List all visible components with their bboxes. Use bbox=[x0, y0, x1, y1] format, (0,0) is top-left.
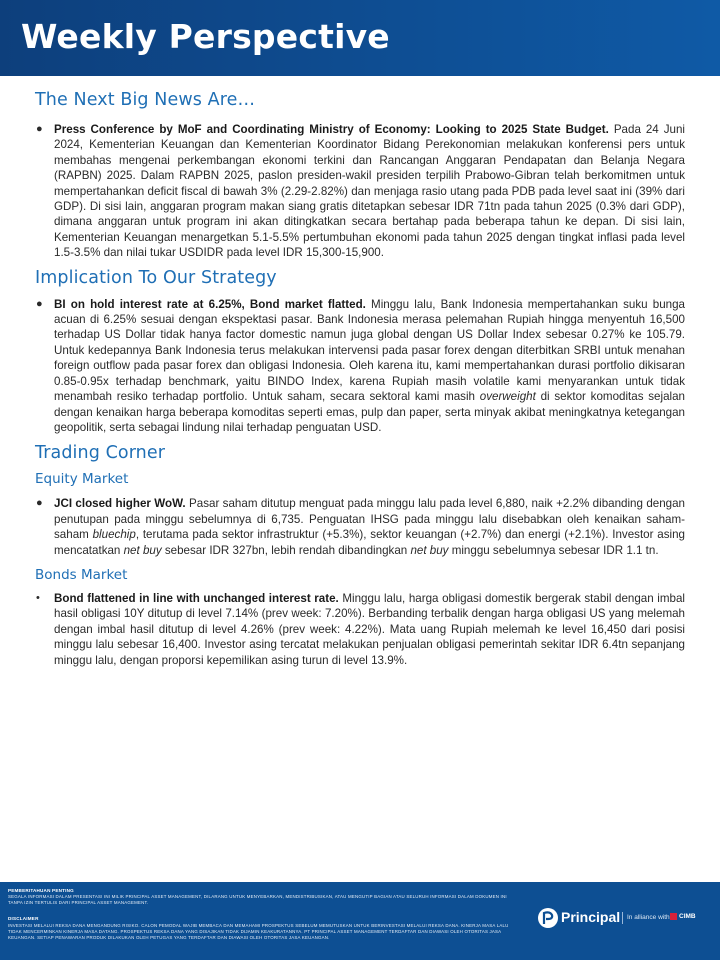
page-header bbox=[0, 0, 720, 76]
brand-name: Principal bbox=[561, 909, 621, 925]
news-bullet-item bbox=[35, 122, 685, 261]
bullet-text: Pasar saham ditutup menguat pada minggu lalu pada level 6,880, naik +2.2% dibanding dengan penutupan pada minggu sebelumnya di 6,735. Penguatan IHSG pada minggu lalu disebabkan oleh kenaikan saham-saham bbox=[54, 497, 686, 542]
subheading-equity-market: Equity Market bbox=[35, 471, 129, 488]
footer-notice-text: SEGALA INFORMASI DALAM PRESENTASI INI MILIK PRINCIPAL ASSET MANAGEMENT, DILARANG UNTUK MENYEBARKAN, MENDISTRIBUSIKAN, ATAU MENGUTIP BAGIAN ATAU SELURUH INFORMASI DALAM DOKUMEN INI TANPA IZIN TERTULIS DARI PRINCIPAL ASSET MANAGEMENT. bbox=[8, 894, 507, 905]
page-title: Weekly Perspective bbox=[21, 17, 390, 56]
bonds-bullet-item bbox=[35, 591, 685, 668]
principal-logo-icon bbox=[537, 907, 559, 929]
section-heading-trading-corner: Trading Corner bbox=[35, 443, 166, 464]
footer-disclaimer-label: DISCLAIMER bbox=[8, 916, 39, 921]
implication-bullet-item bbox=[35, 297, 685, 436]
main-content bbox=[35, 88, 685, 668]
bullet-lead: BI on hold interest rate at 6.25%, Bond market flatted. bbox=[54, 297, 366, 311]
equity-bullet-item bbox=[35, 496, 685, 558]
bullet-text: minggu sebelumnya sebesar IDR 1.1 tn. bbox=[448, 543, 659, 557]
partner-name: CIMB bbox=[679, 913, 696, 920]
bullet-dot-icon: ● bbox=[36, 497, 43, 510]
bullet-text: Pada 24 Juni 2024, Kementerian Keuangan dan Kementerian Koordinator Bidang Perekonomian melakukan konferensi pers untuk membahas mengenai perkembangan ekonomi terkini dan Rancangan Anggaran Pendapatan dan Belanja Negara (RAPBN) 2025. Dalam RAPBN 2025, paslon presiden-wakil presiden terpilih Prabowo-Gibran telah berkomitmen untuk mempertahankan deficit fiscal di bawah 3% (2.29-2.82%) dan menjaga rasio utang pada PDB pada level saat ini (39% dari GDP). Di sisi lain, anggaran program makan siang gratis ditetapkan sebesar IDR 71tn pada tahun 2025 (0.3% dari GDP), dimana anggaran untuk program ini akan ditingkatkan secara bertahap pada beberapa tahun ke depan. Di sisi lain, Kementerian Keuangan menargetkan 5.1-5.5% pertumbuhan ekonomi pada tahun 2025 dengan tingkat inflasi pada level 1.5-3.5% dan nilai tukar USDIDR pada level IDR 15,300-15,900. bbox=[54, 123, 685, 260]
section-heading-implication: Implication To Our Strategy bbox=[35, 267, 277, 288]
bullet-text: di sektor komoditas sejalan dengan kenaikan harga beberapa komoditas seperti emas, pulp dan paper, serta minyak akibat meningkatnya ketegangan geopolitik, serta sebagai lindung nilai terhadap penguatan USD. bbox=[54, 390, 685, 434]
bullet-lead: Bond flattened in line with unchanged interest rate. bbox=[54, 591, 339, 605]
bullet-dot-icon: ● bbox=[36, 297, 43, 310]
bullet-dot-icon: • bbox=[36, 591, 40, 604]
section-heading-next-big-news: The Next Big News Are… bbox=[35, 90, 256, 110]
bullet-text: , terutama pada sektor infrastruktur (+5.3%), sektor keuangan (+2.7%) dan energi (+2.1%). Investor asing mencatatkan bbox=[54, 528, 685, 557]
subheading-bonds-market: Bonds Market bbox=[35, 566, 128, 583]
logo-divider bbox=[622, 912, 623, 924]
bullet-emphasis: bluechip bbox=[92, 528, 136, 542]
bullet-text: Minggu lalu, Bank Indonesia mempertahankan suku bunga acuan di 6.25% sesuai dengan ekspektasi pasar. Bank Indonesia merasa pelemahan Rupiah hingga menyentuh 16,500 terhadap US Dollar tidak hanya factor domestic namun juga global dengan US Dollar Index sebesar 0.27% ke 105.79. Untuk kedepannya Bank Indonesia terus melakukan intervensi pada pasar forex dengan diterbitkan SRBI untuk menahan foreign outflow pada pasar forex dan obligasi Indonesia. Oleh karena itu, kami mempertahankan durasi portfolio dikisaran 0.85-0.95x terhadap benchmark, yaitu BINDO Index, karena Rupiah masih volatile kami menyarankan untuk tidak menambah resiko terhadap portfolio. Untuk saham, secara sektoral kami masih bbox=[54, 297, 685, 404]
bullet-emphasis: net buy bbox=[410, 543, 449, 557]
alliance-text: In alliance with bbox=[627, 914, 670, 921]
principal-logo bbox=[537, 907, 717, 931]
bullet-lead: Press Conference by MoF and Coordinating Ministry of Economy: Looking to 2025 State Budget. bbox=[54, 123, 609, 136]
bullet-dot-icon: ● bbox=[36, 123, 43, 135]
footer-notice-label: PEMBERITAHUAN PENTING bbox=[8, 888, 74, 893]
footer-disclaimer-text: INVESTASI MELALUI REKSA DANA MENGANDUNG RISIKO. CALON PEMODAL WAJIB MEMBACA DAN MEMAHAMI PROSPEKTUS SEBELUM MEMUTUSKAN UNTUK BERINVESTASI MELALUI REKSA DANA. KINERJA MASA LALU TIDAK MENCERMINKAN KINERJA MASA DATANG. PROSPEKTUS REKSA DANA YANG DISAJIKAN TIDAK DIJAMIN KEAKURATANNYA. PT PRINCIPAL ASSET MANAGEMENT TERDAFTAR DAN DIAWASI OLEH OTORITAS JASA KEUANGAN. SETIAP PENAWARAN PRODUK DILAKUKAN OLEH PETUGAS YANG TERDAFTAR DAN DIAWASI OLEH OTORITAS JASA KEUANGAN. bbox=[8, 923, 509, 940]
bullet-lead: JCI closed higher WoW. bbox=[54, 497, 186, 511]
bullet-text: sebesar IDR 327bn, lebih rendah dibandingkan bbox=[161, 543, 411, 557]
cimb-logo-icon bbox=[670, 913, 677, 920]
bullet-emphasis: net buy bbox=[123, 543, 162, 557]
bullet-emphasis: overweight bbox=[479, 390, 536, 404]
bullet-text: Minggu lalu, harga obligasi domestik bergerak stabil dengan imbal hasil obligasi 10Y ditutup di level 7.14% (prev week: 7.20%). Berbanding terbalik dengan harga obligasi US yang melemah dengan imbal hasil ditutup di level 4.26% (prev week: 4.22%). Mata uang Rupiah melemah ke level 16,450 dari posisi minggu lalu sebesar 16,400. Investor asing tercatat melakukan penjualan obligasi pemerintah sekitar IDR 6.4tn sepanjang minggu lalu, dengan proporsi kepemilikan asing turun di level 13.9%. bbox=[54, 591, 685, 667]
